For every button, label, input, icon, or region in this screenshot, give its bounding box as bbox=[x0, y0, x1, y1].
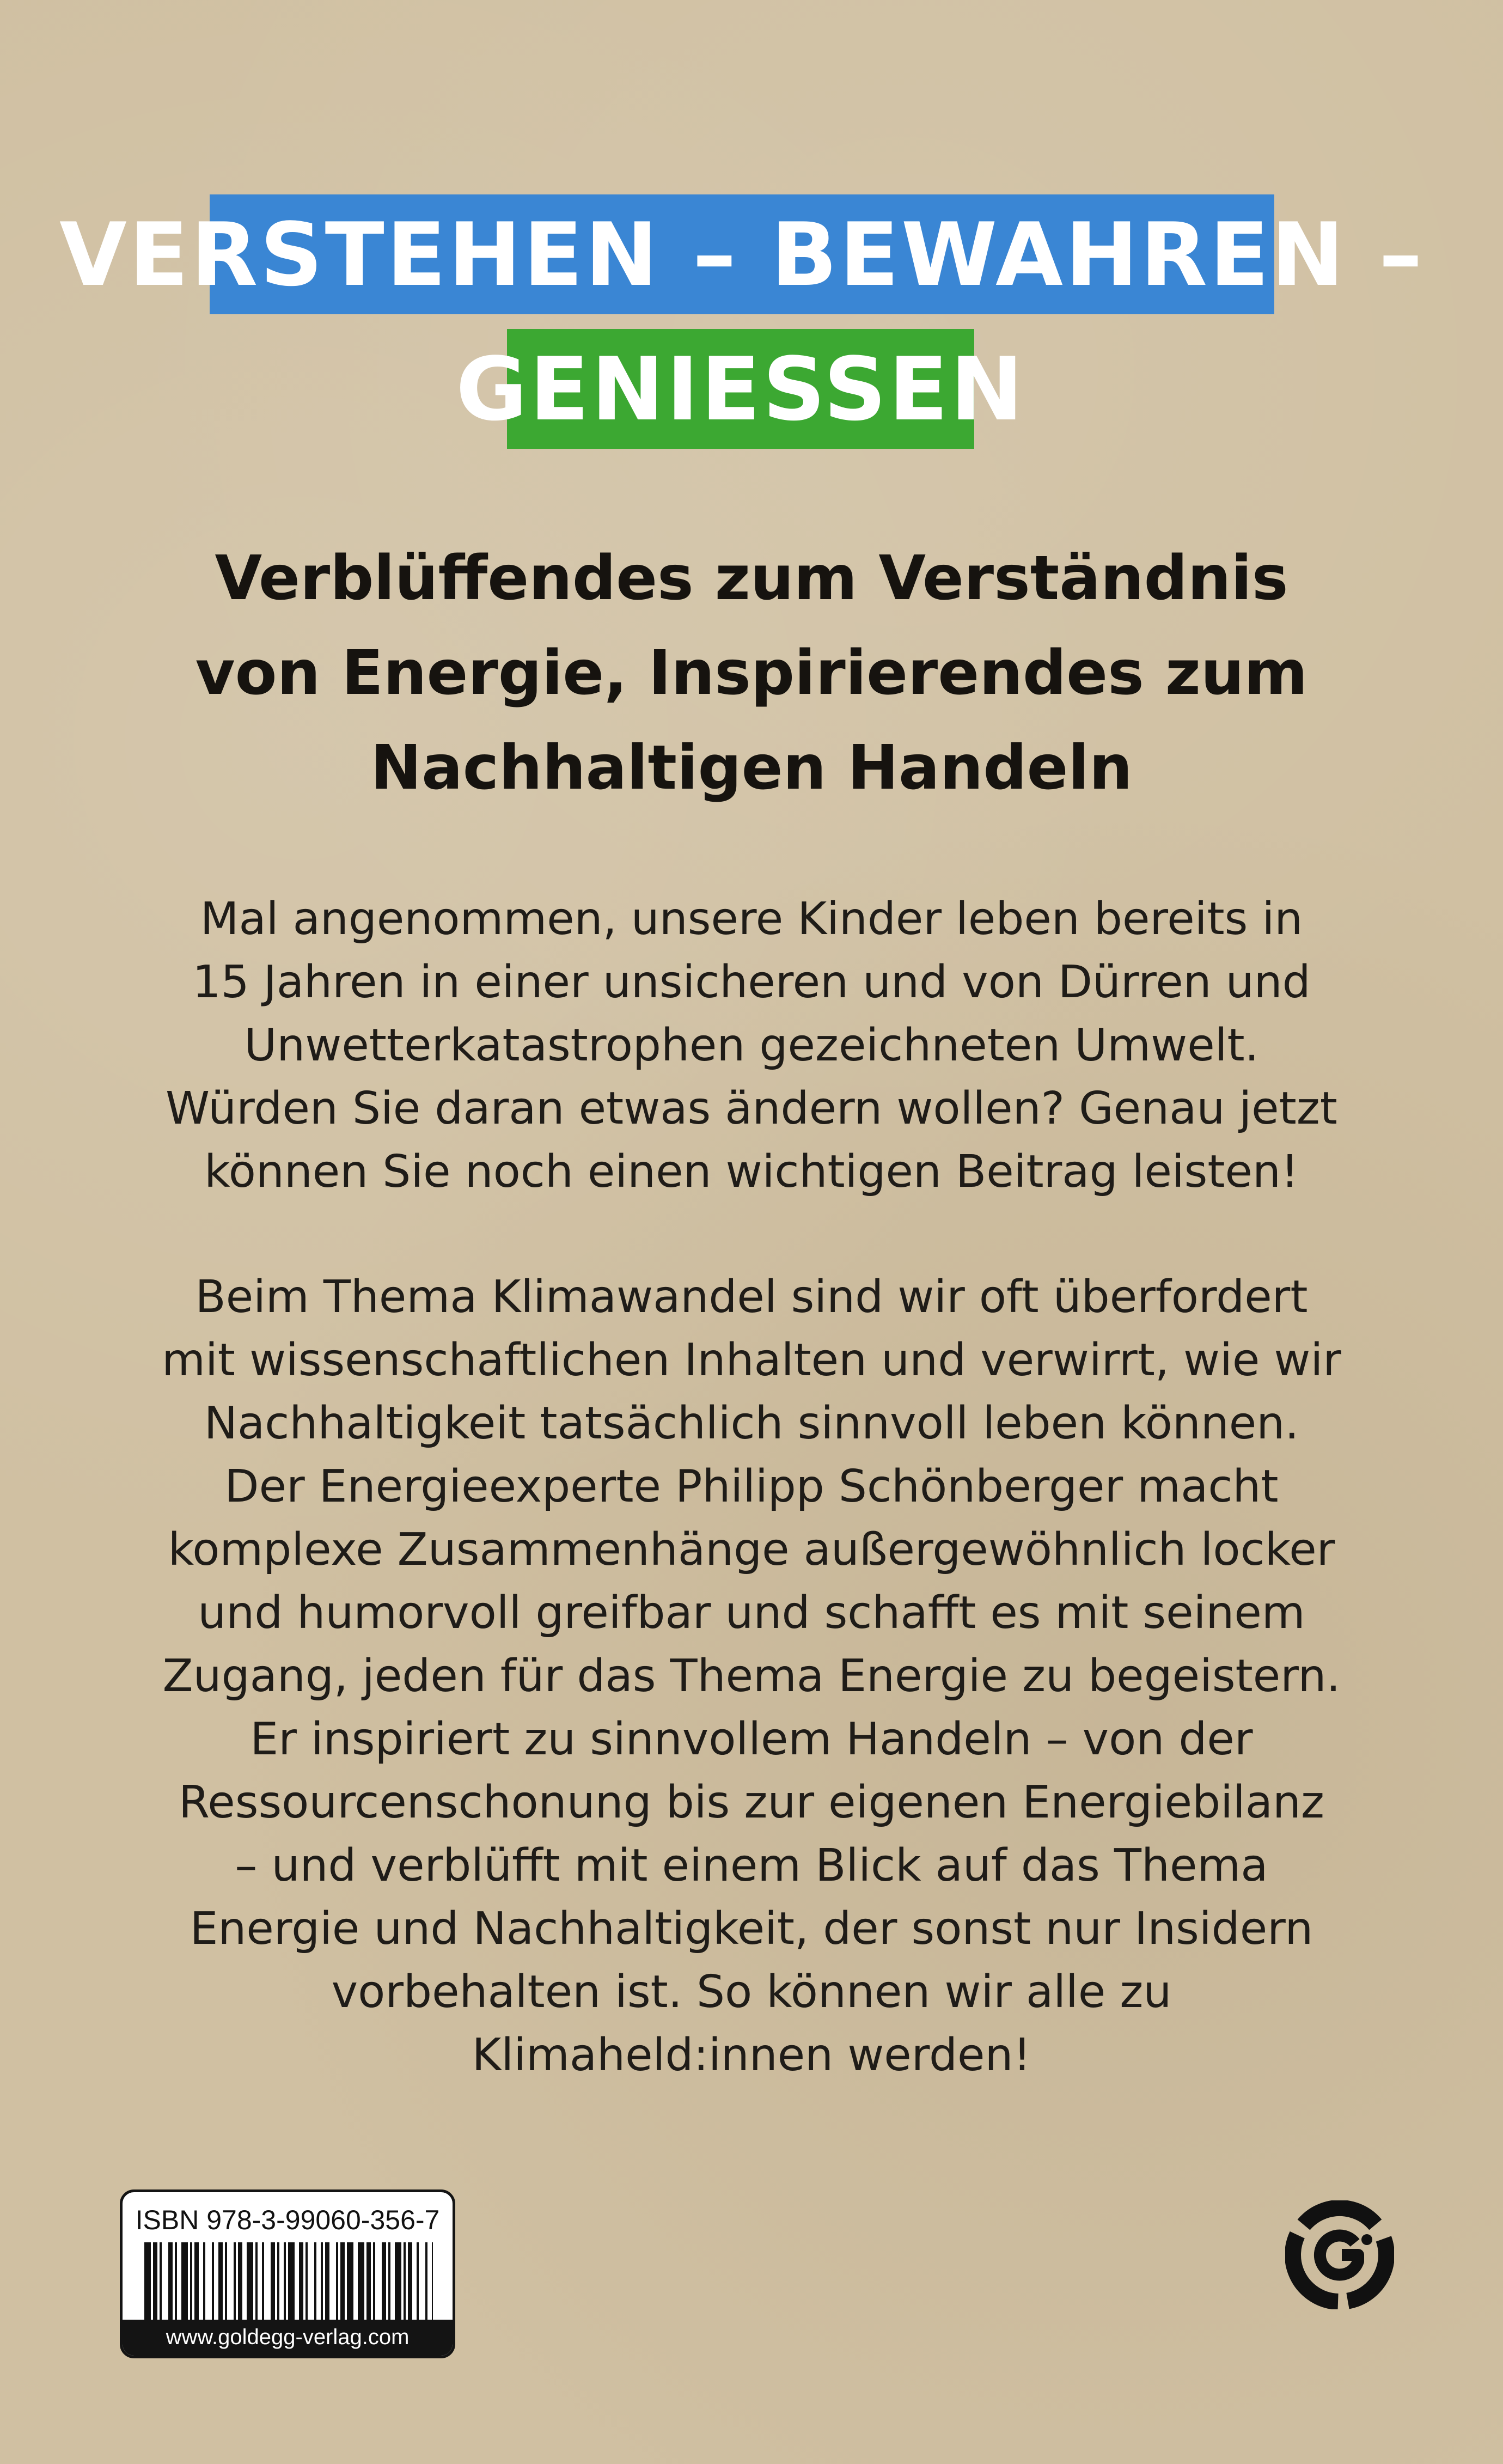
text-line: Er inspiriert zu sinnvollem Handeln – von der bbox=[250, 1713, 1253, 1765]
text-line: Beim Thema Klimawandel sind wir oft überfordert bbox=[195, 1271, 1308, 1323]
barcode-bar bbox=[144, 2242, 151, 2322]
barcode-bar bbox=[234, 2242, 236, 2322]
barcode-bar bbox=[218, 2242, 223, 2322]
banner-line1-text: VERSTEHEN – BEWAHREN – bbox=[59, 203, 1425, 306]
barcode-bar bbox=[358, 2242, 364, 2322]
barcode-bar bbox=[262, 2242, 264, 2322]
barcode-bar bbox=[271, 2242, 275, 2322]
barcode-bar bbox=[306, 2242, 308, 2322]
publisher-logo-icon bbox=[1285, 2200, 1394, 2309]
barcode-icon bbox=[144, 2242, 433, 2322]
barcode-bar bbox=[325, 2242, 329, 2322]
text-line: Energie und Nachhaltigkeit, der sonst nur Insidern bbox=[190, 1903, 1313, 1955]
barcode-bar bbox=[373, 2242, 375, 2322]
blurb-paragraph-2 bbox=[136, 1266, 1367, 2087]
text-line: mit wissenschaftlichen Inhalten und verwirrt, wie wir bbox=[162, 1334, 1341, 1386]
barcode-bar bbox=[425, 2242, 427, 2322]
barcode-bar bbox=[347, 2242, 353, 2322]
barcode-bar bbox=[417, 2242, 419, 2322]
banner-verstehen-bewahren bbox=[59, 194, 1425, 314]
text-line: Ressourcenschonung bis zur eigenen Energiebilanz bbox=[179, 1777, 1324, 1828]
barcode-bar bbox=[203, 2242, 205, 2322]
barcode-bar bbox=[194, 2242, 199, 2322]
text-line: Zugang, jeden für das Thema Energie zu begeistern. bbox=[162, 1650, 1341, 1702]
barcode-bar bbox=[395, 2242, 401, 2322]
text-line: Klimaheld:innen werden! bbox=[472, 2029, 1031, 2081]
banner-line2-text: GENIESSEN bbox=[456, 338, 1025, 440]
barcode-bar bbox=[432, 2242, 433, 2322]
text-line: – und verblüfft mit einem Blick auf das Thema bbox=[235, 1840, 1268, 1892]
banner-geniessen bbox=[456, 329, 1025, 449]
barcode-bar bbox=[225, 2242, 227, 2322]
barcode-bar bbox=[284, 2242, 286, 2322]
text-line: Unwetterkatastrophen gezeichneten Umwelt. bbox=[244, 1020, 1259, 1071]
barcode-bar bbox=[160, 2242, 162, 2322]
barcode-bar bbox=[212, 2242, 214, 2322]
barcode-bar bbox=[336, 2242, 338, 2322]
blurb-paragraph-1 bbox=[136, 888, 1367, 1204]
barcode-bar bbox=[299, 2242, 303, 2322]
text-line: können Sie noch einen wichtigen Beitrag leisten! bbox=[204, 1146, 1299, 1198]
headline-line: von Energie, Inspirierendes zum bbox=[195, 638, 1308, 709]
barcode-bar bbox=[190, 2242, 192, 2322]
barcode-bar bbox=[340, 2242, 345, 2322]
publisher-url: www.goldegg-verlag.com bbox=[123, 2320, 453, 2356]
text-line: komplexe Zusammenhänge außergewöhnlich locker bbox=[168, 1524, 1335, 1576]
barcode-bar bbox=[314, 2242, 316, 2322]
barcode-bar bbox=[277, 2242, 279, 2322]
barcode-bar bbox=[288, 2242, 295, 2322]
headline-line: Nachhaltigen Handeln bbox=[370, 733, 1133, 803]
text-line: 15 Jahren in einer unsicheren und von Dürren und bbox=[192, 956, 1311, 1008]
barcode-bar bbox=[404, 2242, 406, 2322]
barcode-bar bbox=[388, 2242, 390, 2322]
barcode-bar bbox=[175, 2242, 177, 2322]
text-line: Der Energieexperte Philipp Schönberger macht bbox=[224, 1461, 1279, 1512]
barcode-bar bbox=[153, 2242, 157, 2322]
barcode-bar bbox=[382, 2242, 386, 2322]
headline-line: Verblüffendes zum Verständnis bbox=[215, 543, 1288, 614]
barcode-bar bbox=[255, 2242, 258, 2322]
barcode-bar bbox=[238, 2242, 242, 2322]
barcode-bar bbox=[168, 2242, 173, 2322]
barcode-bar bbox=[247, 2242, 253, 2322]
isbn-barcode-box bbox=[120, 2189, 455, 2358]
barcode-bar bbox=[321, 2242, 323, 2322]
barcode-bar bbox=[181, 2242, 188, 2322]
text-line: Mal angenommen, unsere Kinder leben bereits in bbox=[200, 893, 1303, 945]
text-line: Würden Sie daran etwas ändern wollen? Genau jetzt bbox=[166, 1083, 1337, 1135]
isbn-number: ISBN 978-3-99060-356-7 bbox=[135, 2205, 440, 2235]
barcode-bar bbox=[366, 2242, 371, 2322]
text-line: vorbehalten ist. So können wir alle zu bbox=[331, 1966, 1172, 2018]
barcode-bar bbox=[408, 2242, 412, 2322]
text-line: und humorvoll greifbar und schafft es mit seinem bbox=[198, 1587, 1305, 1639]
headline bbox=[163, 531, 1340, 815]
text-line: Nachhaltigkeit tatsächlich sinnvoll leben können. bbox=[204, 1398, 1299, 1449]
